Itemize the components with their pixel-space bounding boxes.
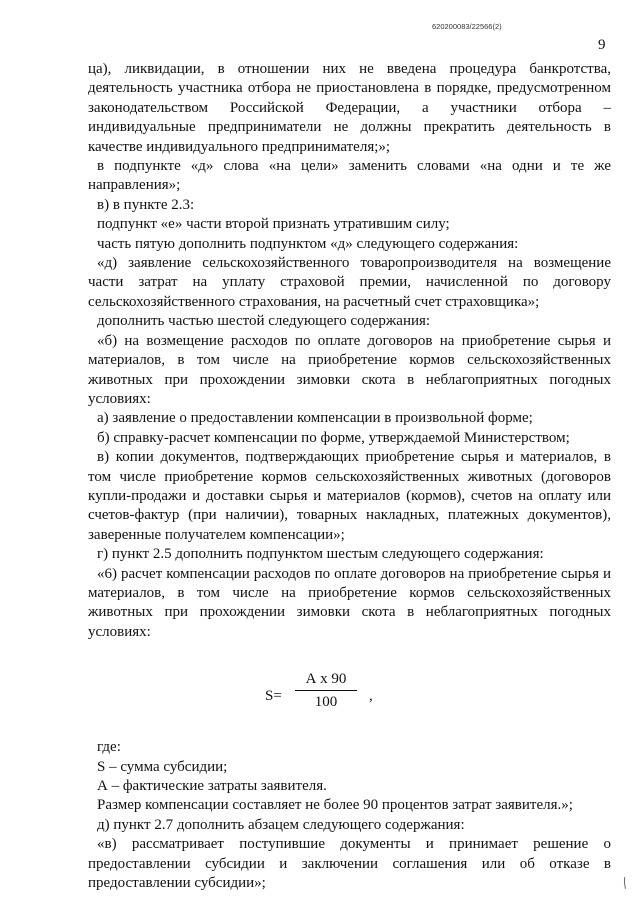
paragraph: где:	[97, 739, 121, 756]
paragraph: А – фактические затраты заявителя.	[97, 778, 327, 794]
paragraph: часть пятую дополнить подпунктом «д» следующего содержания:	[97, 235, 519, 252]
paragraph: в подпункте «д» слова «на цели» заменить словами «на одни и те же направления»;	[88, 158, 611, 194]
formula-denominator: 100	[314, 694, 338, 711]
scan-mark-icon	[617, 874, 633, 891]
paragraph: подпункт «е» части второй признать утратившим силу;	[97, 216, 450, 233]
paragraph: д) пункт 2.7 дополнить абзацем следующего содержания:	[97, 816, 465, 833]
fraction-bar	[295, 690, 357, 691]
paragraph: дополнить частью шестой следующего содержания:	[97, 313, 431, 330]
paragraph: ца), ликвидации, в отношении них не введена процедура банкротства, деятельность участника отбора не приостановлена в порядке, предусмотренном законодательством Российской Федерации, а участники отбора – индивидуальные предприниматели не должны прекратить деятельность в качестве индивидуального предпринимателя;»;	[88, 61, 611, 155]
subsidy-formula	[88, 664, 611, 726]
page-number: 9	[598, 37, 606, 53]
formula-comma: ,	[369, 688, 373, 705]
document-body	[88, 60, 611, 893]
paragraph: Размер компенсации составляет не более 90 процентов затрат заявителя.»;	[97, 797, 573, 814]
formula-numerator: А x 90	[305, 671, 347, 688]
paragraph: а) заявление о предоставлении компенсации в произвольной форме;	[97, 410, 533, 427]
paragraph: S – сумма субсидии;	[97, 758, 228, 775]
paragraph: «б) на возмещение расходов по оплате договоров на приобретение сырья и материалов, в том числе на приобретение кормов сельскохозяйственных животных при прохождении зимовки скота в неблагоприятных погодных условиях:	[88, 332, 611, 407]
formula-fraction	[295, 670, 357, 711]
formula-lhs: S=	[265, 688, 282, 705]
document-id: 620200083/22566(2)	[432, 22, 502, 31]
paragraph: «6) расчет компенсации расходов по оплате договоров на приобретение сырья и материалов, в том числе на приобретение кормов сельскохозяйственных животных при прохождении зимовки скота в неблагоприятных погодных условиях:	[88, 565, 611, 640]
paragraph: г) пункт 2.5 дополнить подпунктом шестым следующего содержания:	[97, 546, 544, 563]
paragraph: б) справку-расчет компенсации по форме, утверждаемой Министерством;	[97, 429, 570, 446]
paragraph: «д) заявление сельскохозяйственного товаропроизводителя на возмещение части затрат на уплату страховой премии, начисленной по договору сельскохозяйственного страхования, на расчетный счет страховщика»;	[88, 255, 611, 310]
paragraph: в) копии документов, подтверждающих приобретение сырья и материалов, в том числе приобретение кормов сельскохозяйственных животных (договоров купли-продажи и доставки сырья и материалов (кормов), счетов на оплату или счетов-фактур (при наличии), товарных накладных, платежных документов), заверенные получателем компенсации»;	[88, 449, 611, 543]
paragraph: в) в пункте 2.3:	[97, 196, 195, 213]
paragraph: «в) рассматривает поступившие документы и принимает решение о предоставлении субсидии и заключении соглашения или об отказе в предоставлении субсидии»;	[88, 836, 611, 892]
